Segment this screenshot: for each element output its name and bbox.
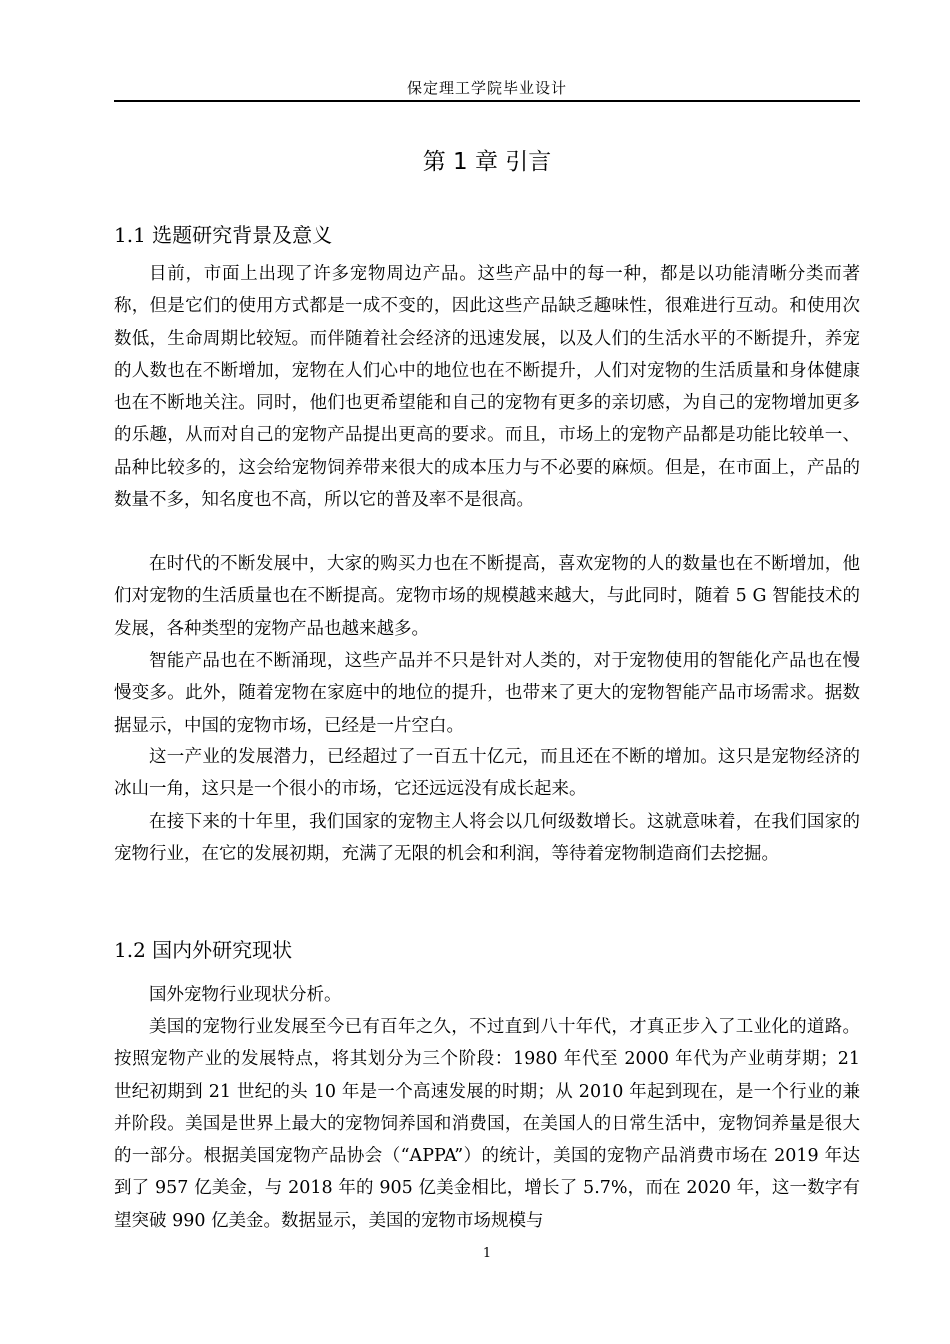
paragraph: 智能产品也在不断涌现，这些产品并不只是针对人类的，对于宠物使用的智能化产品也在慢慢变多。此外，随着宠物在家庭中的地位的提升，也带来了更大的宠物智能产品市场需求。据数据显示，中国的宠物市场，已经是一片空白。 (114, 651, 860, 736)
paragraph: 美国的宠物行业发展至今已有百年之久，不过直到八十年代，才真正步入了工业化的道路。按照宠物产业的发展特点，将其划分为三个阶段：1980 年代至 2000 年代为产业萌芽期；21 世纪初期到 21 世纪的头 10 年是一个高速发展的时期；从 2010 年起到现在，是一个行业的兼并阶段。美国是世界上最大的宠物饲养国和消费国，在美国人的日常生活中，宠物饲养量是很大的一部分。根据美国宠物产品协会（“APPA”）的统计，美国的宠物产品消费市场在 2019 年达到了 957 亿美金，与 2018 年的 905 亿美金相比，增长了 5.7%，而在 2020 年，这一数字有望突破 990 亿美金。数据显示，美国的宠物市场规模与 (114, 1017, 860, 1231)
paragraph: 这一产业的发展潜力，已经超过了一百五十亿元，而且还在不断的增加。这只是宠物经济的冰山一角，这只是一个很小的市场，它还远远没有成长起来。 (114, 747, 860, 800)
paragraph: 在时代的不断发展中，大家的购买力也在不断提高，喜欢宠物的人的数量也在不断增加，他们对宠物的生活质量也在不断提高。宠物市场的规模越来越大，与此同时，随着 5 G 智能技术的发展，各种类型的宠物产品也越来越多。 (114, 554, 860, 639)
paragraph: 在接下来的十年里，我们国家的宠物主人将会以几何级数增长。这就意味着，在我们国家的宠物行业，在它的发展初期，充满了无限的机会和利润，等待着宠物制造商们去挖掘。 (114, 812, 860, 865)
chapter-title: 第 1 章 引言 (422, 149, 552, 175)
header-rule (114, 100, 860, 102)
paragraph: 国外宠物行业现状分析。 (149, 985, 342, 1005)
page-number: 1 (482, 1246, 492, 1261)
paragraph: 目前，市面上出现了许多宠物周边产品。这些产品中的每一种，都是以功能清晰分类而著称，但是它们的使用方式都是一成不变的，因此这些产品缺乏趣味性，很难进行互动。和使用次数低，生命周期比较短。而伴随着社会经济的迅速发展，以及人们的生活水平的不断提升，养宠的人数也在不断增加，宠物在人们心中的地位也在不断提升，人们对宠物的生活质量和身体健康也在不断地关注。同时，他们也更希望能和自己的宠物有更多的亲切感，为自己的宠物增加更多的乐趣，从而对自己的宠物产品提出更高的要求。而且，市场上的宠物产品都是功能比较单一、品种比较多的，这会给宠物饲养带来很大的成本压力与不必要的麻烦。但是，在市面上，产品的数量不多，知名度也不高，所以它的普及率不是很高。 (114, 264, 860, 511)
running-header: 保定理工学院毕业设计 (406, 79, 567, 97)
section-heading-1-2: 1.2 国内外研究现状 (114, 938, 293, 962)
section-heading-1-1: 1.1 选题研究背景及意义 (114, 223, 333, 247)
